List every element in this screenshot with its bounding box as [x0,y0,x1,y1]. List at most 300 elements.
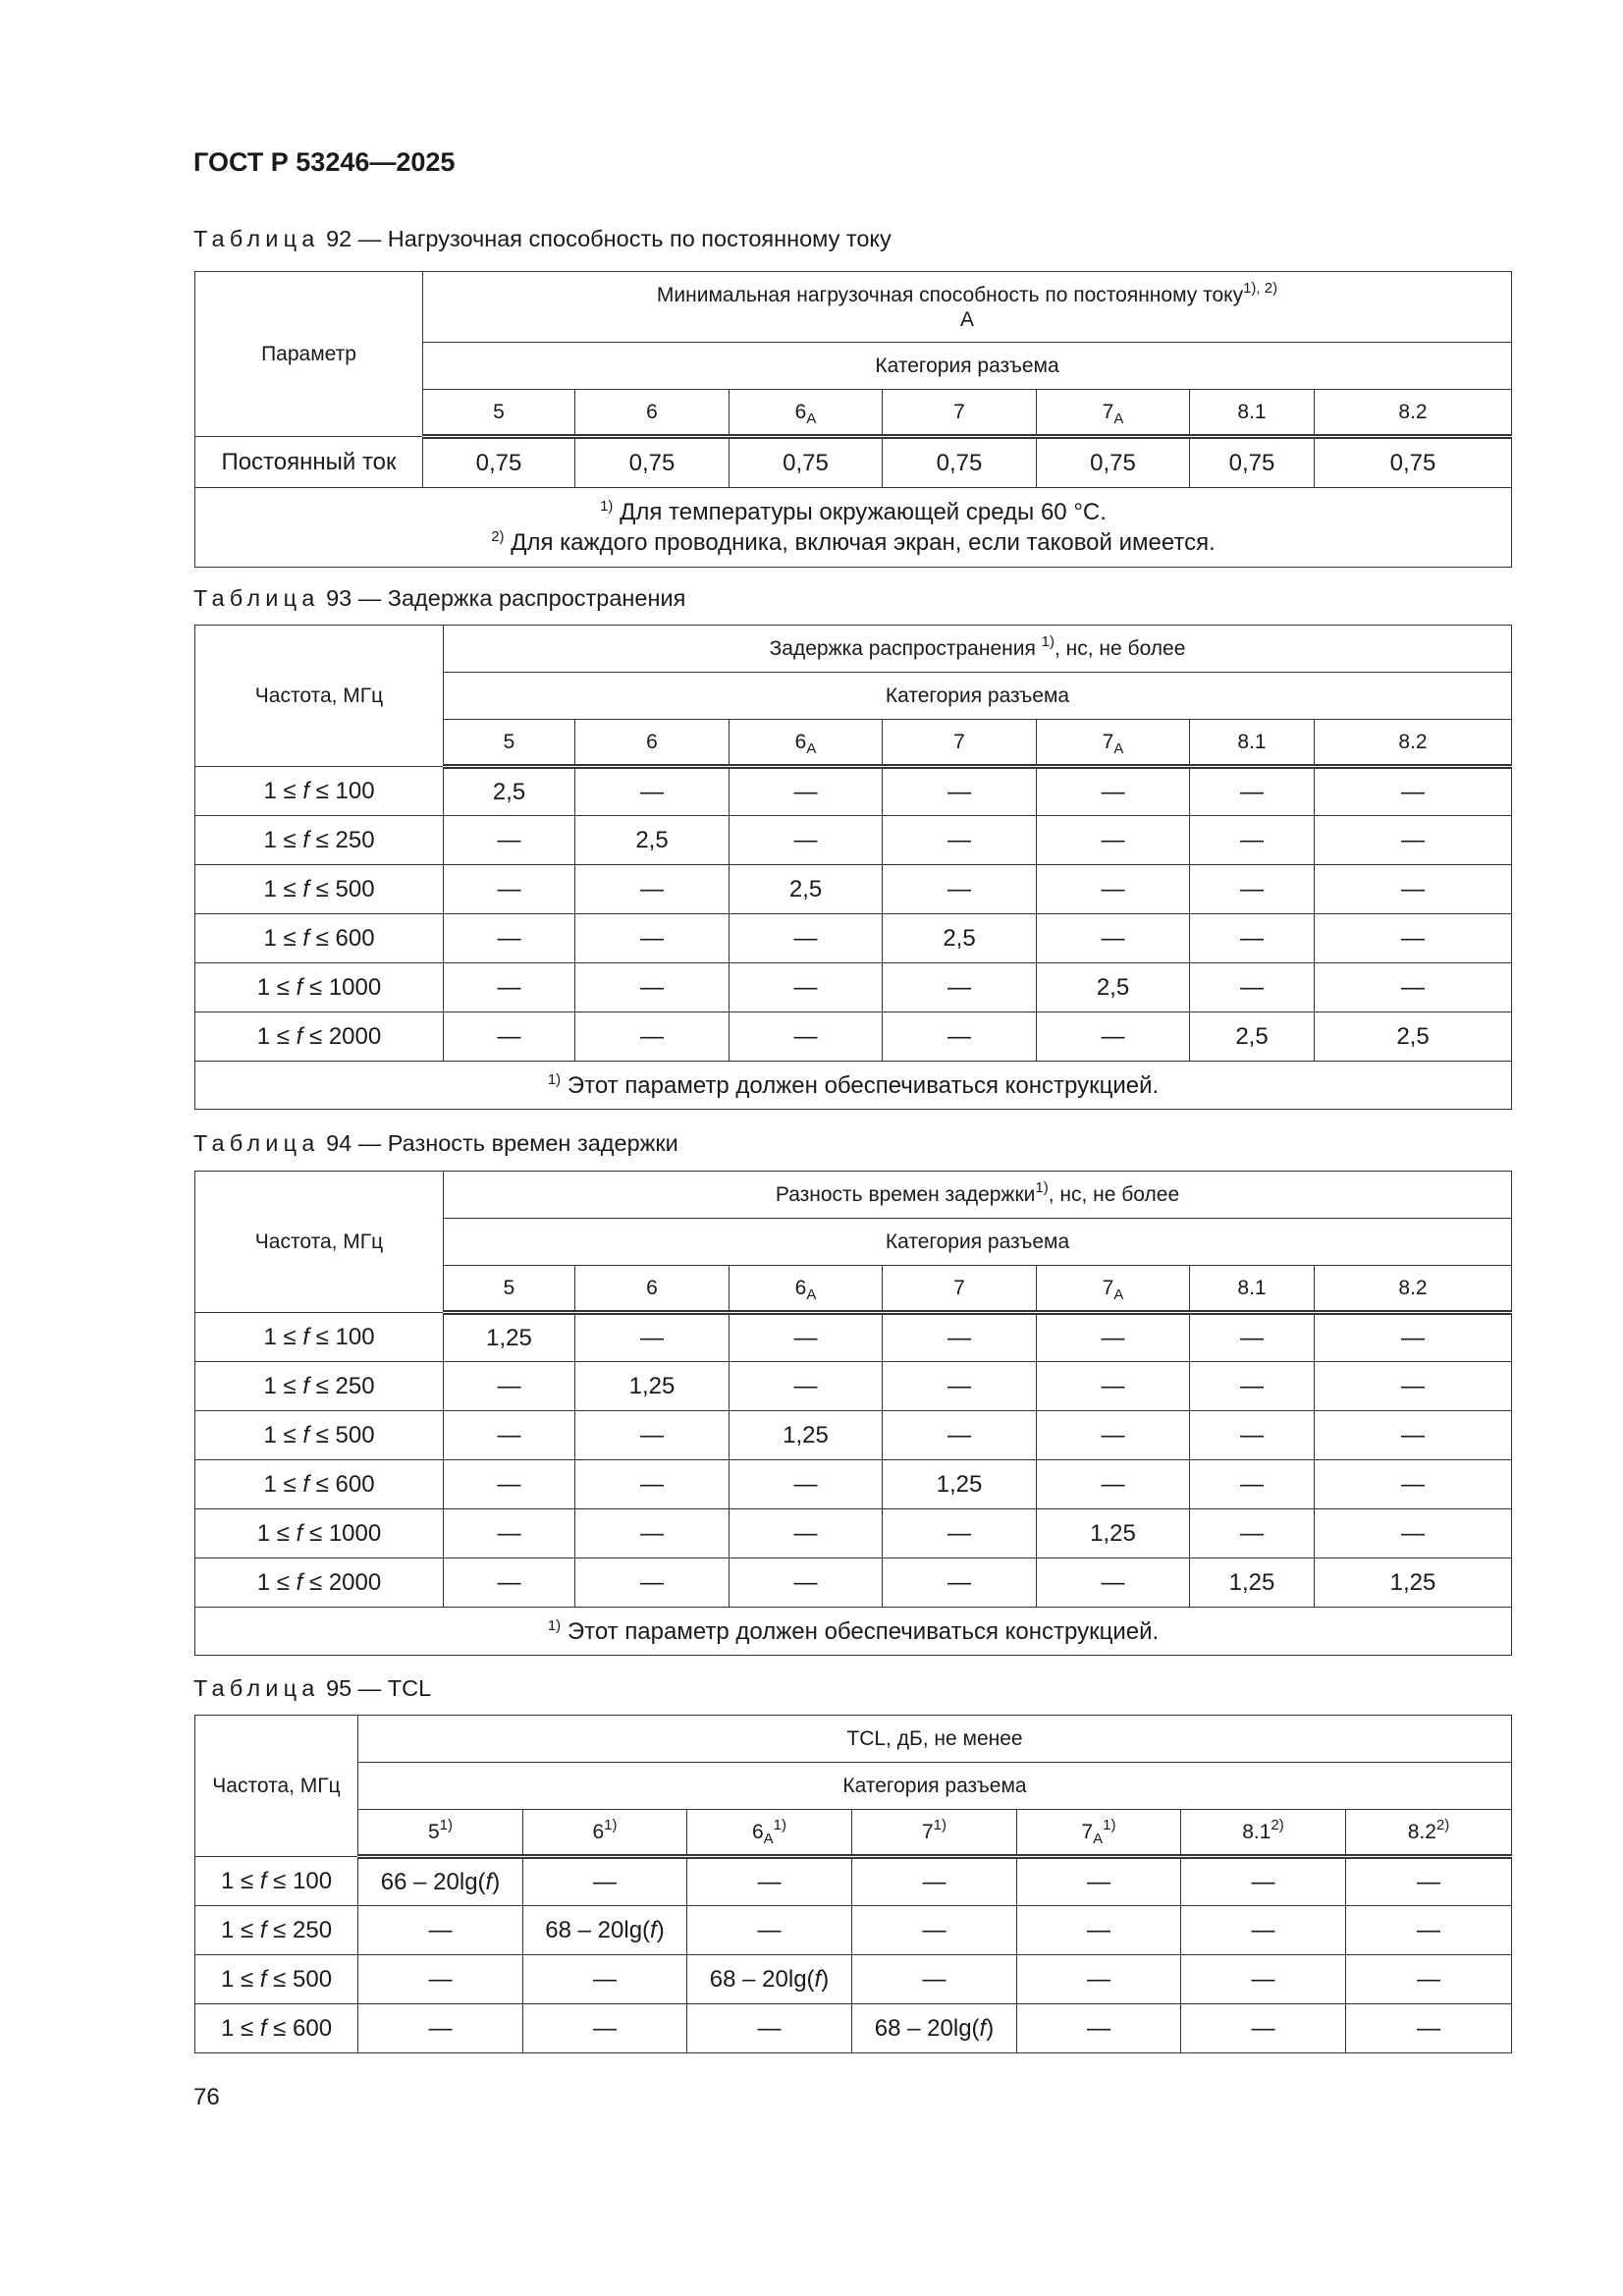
cell-value: — [757,1868,782,1895]
cell-value: — [497,924,521,952]
cell-value: — [1101,875,1125,902]
category-cell [883,390,1037,437]
group-title-unit: , нс, не более [1055,636,1186,660]
value-cell [883,914,1037,963]
cell-value: — [1401,826,1425,853]
value-cell [883,1313,1037,1362]
cell-value: — [947,778,971,805]
value-cell [1037,914,1190,963]
category-cell [358,1810,523,1857]
value-cell [1315,1509,1512,1558]
value-cell [730,816,883,865]
value-cell [1315,914,1512,963]
formula-text: – 20lg( [907,2014,980,2042]
value-cell [730,914,883,963]
category-value: 6 [646,730,658,753]
value-cell [444,1362,575,1411]
value-cell [883,1558,1037,1608]
table-body [195,1857,1512,2053]
row-label [195,2004,358,2053]
cell-value: — [593,2014,617,2042]
range-end: ≤ 600 [308,924,375,952]
value-cell [575,767,730,816]
value-cell [852,1857,1017,1906]
category-value: 8.1 [1237,1276,1267,1299]
range-start: 1 ≤ [220,2014,260,2042]
range-start: 1 ≤ [263,875,303,902]
category-cell [1315,720,1512,767]
value-cell [852,1906,1017,1955]
value-cell [358,1906,523,1955]
cell-value: — [1087,2014,1110,2042]
cell-value: — [640,778,664,805]
caption-text: 92 — Нагрузочная способность по постоянному току [326,226,892,251]
frequency-variable: f [302,875,309,902]
frequency-variable: f [296,1022,303,1050]
cell-value: — [947,875,971,902]
value-cell [883,1411,1037,1460]
group-header: TCL, дБ, не менее [358,1716,1512,1763]
category-value: 6 [646,1276,658,1299]
category-cell [852,1810,1017,1857]
value-cell [1037,1509,1190,1558]
table-row [195,1460,1512,1509]
cell-value: 1,25 [1389,1568,1436,1596]
table-row [195,1313,1512,1362]
value-cell [1190,963,1315,1012]
value-cell [1190,1509,1315,1558]
cell-value: — [1401,778,1425,805]
value-cell [687,2004,852,2053]
value-cell [883,767,1037,816]
cell-value: — [640,1519,664,1547]
value-cell [883,963,1037,1012]
range-start: 1 ≤ [220,1965,260,1993]
value-cell [1037,816,1190,865]
cell-value: — [497,1519,521,1547]
frequency-variable: f [259,1916,267,1943]
value-cell [1017,2004,1181,2053]
cell-value: 66 [380,1868,407,1895]
range-start: 1 ≤ [256,1022,297,1050]
category-value: 8.1 [1237,730,1267,753]
group-header [423,272,1512,343]
value-cell [575,1362,730,1411]
cell-value: 2,5 [1235,1022,1269,1050]
value-cell [1346,2004,1512,2053]
table-body [195,1313,1512,1608]
caption-word: Таблица [193,1130,320,1156]
category-cell [575,720,730,767]
value-cell [730,1509,883,1558]
value-cell [687,1955,852,2004]
value-cell: 0,75 [575,437,730,488]
cell-value: 2,5 [492,778,526,805]
value-cell [1037,767,1190,816]
cell-value: — [793,924,818,952]
table-95 [194,1715,1512,2053]
value-cell [730,1558,883,1608]
range-start: 1 ≤ [263,1372,303,1399]
table-92 [194,271,1512,568]
value-cell [1190,1411,1315,1460]
value-cell [1190,1558,1315,1608]
cell-value: — [428,1965,453,1993]
category-footnote: 1) [773,1816,787,1833]
range-end: ≤ 500 [266,1965,333,1993]
category-cell [575,1266,730,1313]
category-cell [523,1810,687,1857]
cell-value: — [922,1868,947,1895]
formula-close: ) [821,1965,830,1993]
cell-value: — [1101,1022,1125,1050]
group-title: Задержка распространения [769,636,1042,660]
cell-value: — [793,1568,818,1596]
table-row [195,865,1512,914]
cell-value: — [1101,1324,1125,1351]
cell-value: — [497,875,521,902]
category-value: 8.2 [1398,400,1428,423]
value-cell [523,1857,687,1906]
cell-value: — [593,1965,617,1993]
cell-value: — [497,1372,521,1399]
group-title-footnote: 1) [1035,1178,1049,1196]
value-cell [1037,1012,1190,1062]
category-value: 7 [953,1276,965,1299]
row-label [195,1362,444,1411]
category-value: 8.2 [1398,730,1428,753]
value-cell [444,865,575,914]
cell-value: — [640,1421,664,1449]
row-label [195,1857,358,1906]
cell-value: — [793,1372,818,1399]
table-row [195,914,1512,963]
cell-value: — [947,973,971,1001]
row-label [195,1906,358,1955]
cell-value: 2,5 [1096,973,1130,1001]
category-header: Категория разъема [423,343,1512,390]
value-cell [1190,1313,1315,1362]
value-cell [575,1313,730,1362]
cell-value: — [1401,1324,1426,1351]
category-value: 7 [953,400,965,423]
cell-value: — [1240,1372,1264,1399]
cell-value: — [922,1916,947,1943]
table-row [195,816,1512,865]
formula-variable: f [814,1965,822,1993]
cell-value: — [793,826,818,853]
formula-text: – 20lg( [742,1965,815,1993]
value-cell [1037,963,1190,1012]
category-footnote: 2) [1435,1816,1450,1833]
cell-value: — [1101,778,1125,805]
footnote-text: Этот параметр должен обеспечиваться конструкцией. [567,1071,1160,1099]
value-cell: 0,75 [730,437,883,488]
cell-value: — [1101,924,1125,952]
row-label: Постоянный ток [195,437,423,488]
category-value: 8.2 [1407,1820,1436,1843]
category-header: Категория разъема [358,1763,1512,1810]
cell-value: — [947,826,971,853]
cell-value: — [1401,1372,1426,1399]
cell-value: — [640,973,664,1001]
cell-value: — [428,2014,453,2042]
cell-value: 2,5 [788,875,823,902]
value-cell [687,1906,852,1955]
value-cell [1346,1906,1512,1955]
value-cell [358,2004,523,2053]
range-start: 1 ≤ [263,1323,303,1350]
cell-value: — [1417,2014,1440,2042]
value-cell [444,1558,575,1608]
category-cell [687,1810,852,1857]
row-label [195,1313,444,1362]
formula-text: – 20lg( [413,1868,486,1895]
cell-value: — [1101,1372,1125,1399]
category-value: 5 [427,1820,440,1843]
value-cell [444,1411,575,1460]
cell-value: — [793,778,818,805]
value-cell [358,1857,523,1906]
category-value: 6 [646,400,658,423]
group-header [444,1172,1512,1219]
cell-value: — [1087,1868,1110,1895]
footnote-text: Этот параметр должен обеспечиваться конструкцией. [567,1617,1160,1645]
category-value: 5 [503,1276,515,1299]
value-cell [730,865,883,914]
footnote-mark: 1) [600,498,614,515]
value-cell [883,865,1037,914]
category-value: 6 [592,1820,605,1843]
value-cell [575,1411,730,1460]
value-cell [687,1857,852,1906]
category-cell [730,390,883,437]
caption-word: Таблица [193,585,320,611]
group-title-footnote: 1) [1041,632,1055,650]
cell-value: — [793,973,818,1001]
group-title-unit: , нс, не более [1048,1182,1180,1206]
cell-value: 2,5 [943,924,976,952]
value-cell: 0,75 [1037,437,1190,488]
value-cell [1346,1955,1512,2004]
value-cell [575,1012,730,1062]
category-cell [423,390,575,437]
cell-value: 1,25 [486,1324,532,1351]
group-unit: А [960,307,975,331]
value-cell [575,1558,730,1608]
cell-value: — [1401,924,1425,952]
param-header: Параметр [195,272,423,437]
category-cell [730,720,883,767]
cell-value: — [1087,1965,1110,1993]
value-cell [730,1411,883,1460]
formula-variable: f [650,1916,657,1943]
frequency-variable: f [259,1867,267,1894]
range-end: ≤ 250 [308,826,375,853]
cell-value: — [947,1568,971,1596]
range-start: 1 ≤ [220,1916,260,1943]
category-footnote: 1) [933,1816,947,1833]
value-cell [1037,1362,1190,1411]
value-cell [852,2004,1017,2053]
value-cell [1315,767,1512,816]
range-end: ≤ 1000 [302,973,382,1001]
frequency-header: Частота, МГц [195,626,444,767]
cell-value: — [1401,1470,1426,1498]
category-cell [730,1266,883,1313]
category-footnote: 1) [1103,1816,1116,1833]
cell-value: — [640,924,664,952]
row-label [195,816,444,865]
range-end: ≤ 100 [308,1323,375,1350]
category-cell [1346,1810,1512,1857]
cell-value: — [1251,1868,1275,1895]
group-title: Минимальная нагрузочная способность по постоянному току [656,283,1244,306]
table-row [195,1362,1512,1411]
cell-value: — [640,1470,664,1498]
frequency-variable: f [259,2014,267,2042]
cell-value: 2,5 [635,826,669,853]
value-cell [1315,1558,1512,1608]
range-start: 1 ≤ [220,1867,260,1894]
table-notes [195,488,1512,568]
category-cell [883,720,1037,767]
cell-value: — [497,1470,521,1498]
row-label [195,767,444,816]
category-value: 7 [921,1820,934,1843]
cell-value: — [1101,1470,1125,1498]
cell-value: — [640,875,664,902]
footnote [199,1070,1507,1101]
value-cell [1017,1906,1181,1955]
category-cell [575,390,730,437]
cell-value: — [757,1916,782,1943]
cell-value: — [640,1568,664,1596]
value-cell: 0,75 [1190,437,1315,488]
value-cell [1346,1857,1512,1906]
cell-value: — [1251,2014,1275,2042]
category-cell [1181,1810,1346,1857]
cell-value: — [947,1022,971,1050]
cell-value: — [1240,924,1264,952]
range-end: ≤ 600 [266,2014,333,2042]
category-subscript: A [1113,1285,1124,1303]
frequency-variable: f [302,777,309,804]
value-cell [444,963,575,1012]
category-cell [1190,390,1315,437]
value-cell [523,1955,687,2004]
category-cell [1190,1266,1315,1313]
value-cell [1181,2004,1346,2053]
range-end: ≤ 100 [308,777,375,804]
value-cell [1190,1012,1315,1062]
value-cell [1315,1460,1512,1509]
cell-value: — [793,1022,818,1050]
value-cell [730,1313,883,1362]
category-value: 5 [493,400,505,423]
value-cell [1037,1313,1190,1362]
cell-value: 1,25 [1090,1519,1136,1547]
cell-value: — [757,2014,782,2042]
category-header: Категория разъема [444,673,1512,720]
category-cell [1037,390,1190,437]
cell-value: — [947,1372,971,1399]
category-cell [444,1266,575,1313]
value-cell [444,767,575,816]
category-subscript: A [806,739,817,757]
frequency-variable: f [302,1323,309,1350]
frequency-variable: f [302,1470,309,1498]
category-value: 8.2 [1398,1276,1428,1299]
category-subscript: A [1113,739,1124,757]
value-cell [444,914,575,963]
cell-value: — [793,1324,818,1351]
caption-word: Таблица [193,226,320,251]
value-cell [883,1012,1037,1062]
value-cell [523,1906,687,1955]
category-value: 5 [503,730,515,753]
value-cell [730,963,883,1012]
range-end: ≤ 500 [308,1421,375,1449]
table-row [195,2004,1512,2053]
value-cell [730,1460,883,1509]
category-value: 8.1 [1242,1820,1271,1843]
cell-value: — [1401,1519,1426,1547]
footnote [199,1616,1507,1647]
value-cell [1017,1955,1181,2004]
category-value: 7 [1081,1820,1094,1843]
value-cell [444,1460,575,1509]
table-row [195,1955,1512,2004]
value-cell [1190,767,1315,816]
cell-value: — [1251,1965,1275,1993]
value-cell [1037,1460,1190,1509]
footnote-text: Для температуры окружающей среды 60 °С. [620,499,1107,525]
footnote-mark: 1) [547,1070,562,1088]
category-value: 7 [953,730,965,753]
cell-value: — [1240,1421,1264,1449]
row-label [195,1558,444,1608]
cell-value: — [497,826,521,853]
table-row [195,1558,1512,1608]
value-cell [1315,963,1512,1012]
cell-value: — [497,973,521,1001]
range-end: ≤ 2000 [302,1568,382,1596]
formula-text: – 20lg( [577,1916,651,1943]
cell-value: — [1240,778,1264,805]
table-row [195,1906,1512,1955]
value-cell [883,1509,1037,1558]
frequency-variable: f [302,826,309,853]
value-cell [1315,1313,1512,1362]
range-start: 1 ≤ [263,826,303,853]
category-value: 6 [794,730,807,753]
caption-text: 95 — TCL [326,1675,432,1701]
category-subscript: A [1113,410,1124,427]
frequency-variable: f [296,1568,303,1596]
cell-value: — [1401,973,1425,1001]
range-end: ≤ 250 [308,1372,375,1399]
formula-variable: f [979,2014,987,2042]
cell-value: — [1251,1916,1275,1943]
category-value: 6 [794,400,807,423]
cell-value: — [922,1965,947,1993]
frequency-variable: f [296,1519,303,1547]
cell-value: — [497,1022,521,1050]
value-cell [1315,1411,1512,1460]
category-subscript: A [806,1285,817,1303]
group-title: Разность времен задержки [775,1182,1036,1206]
